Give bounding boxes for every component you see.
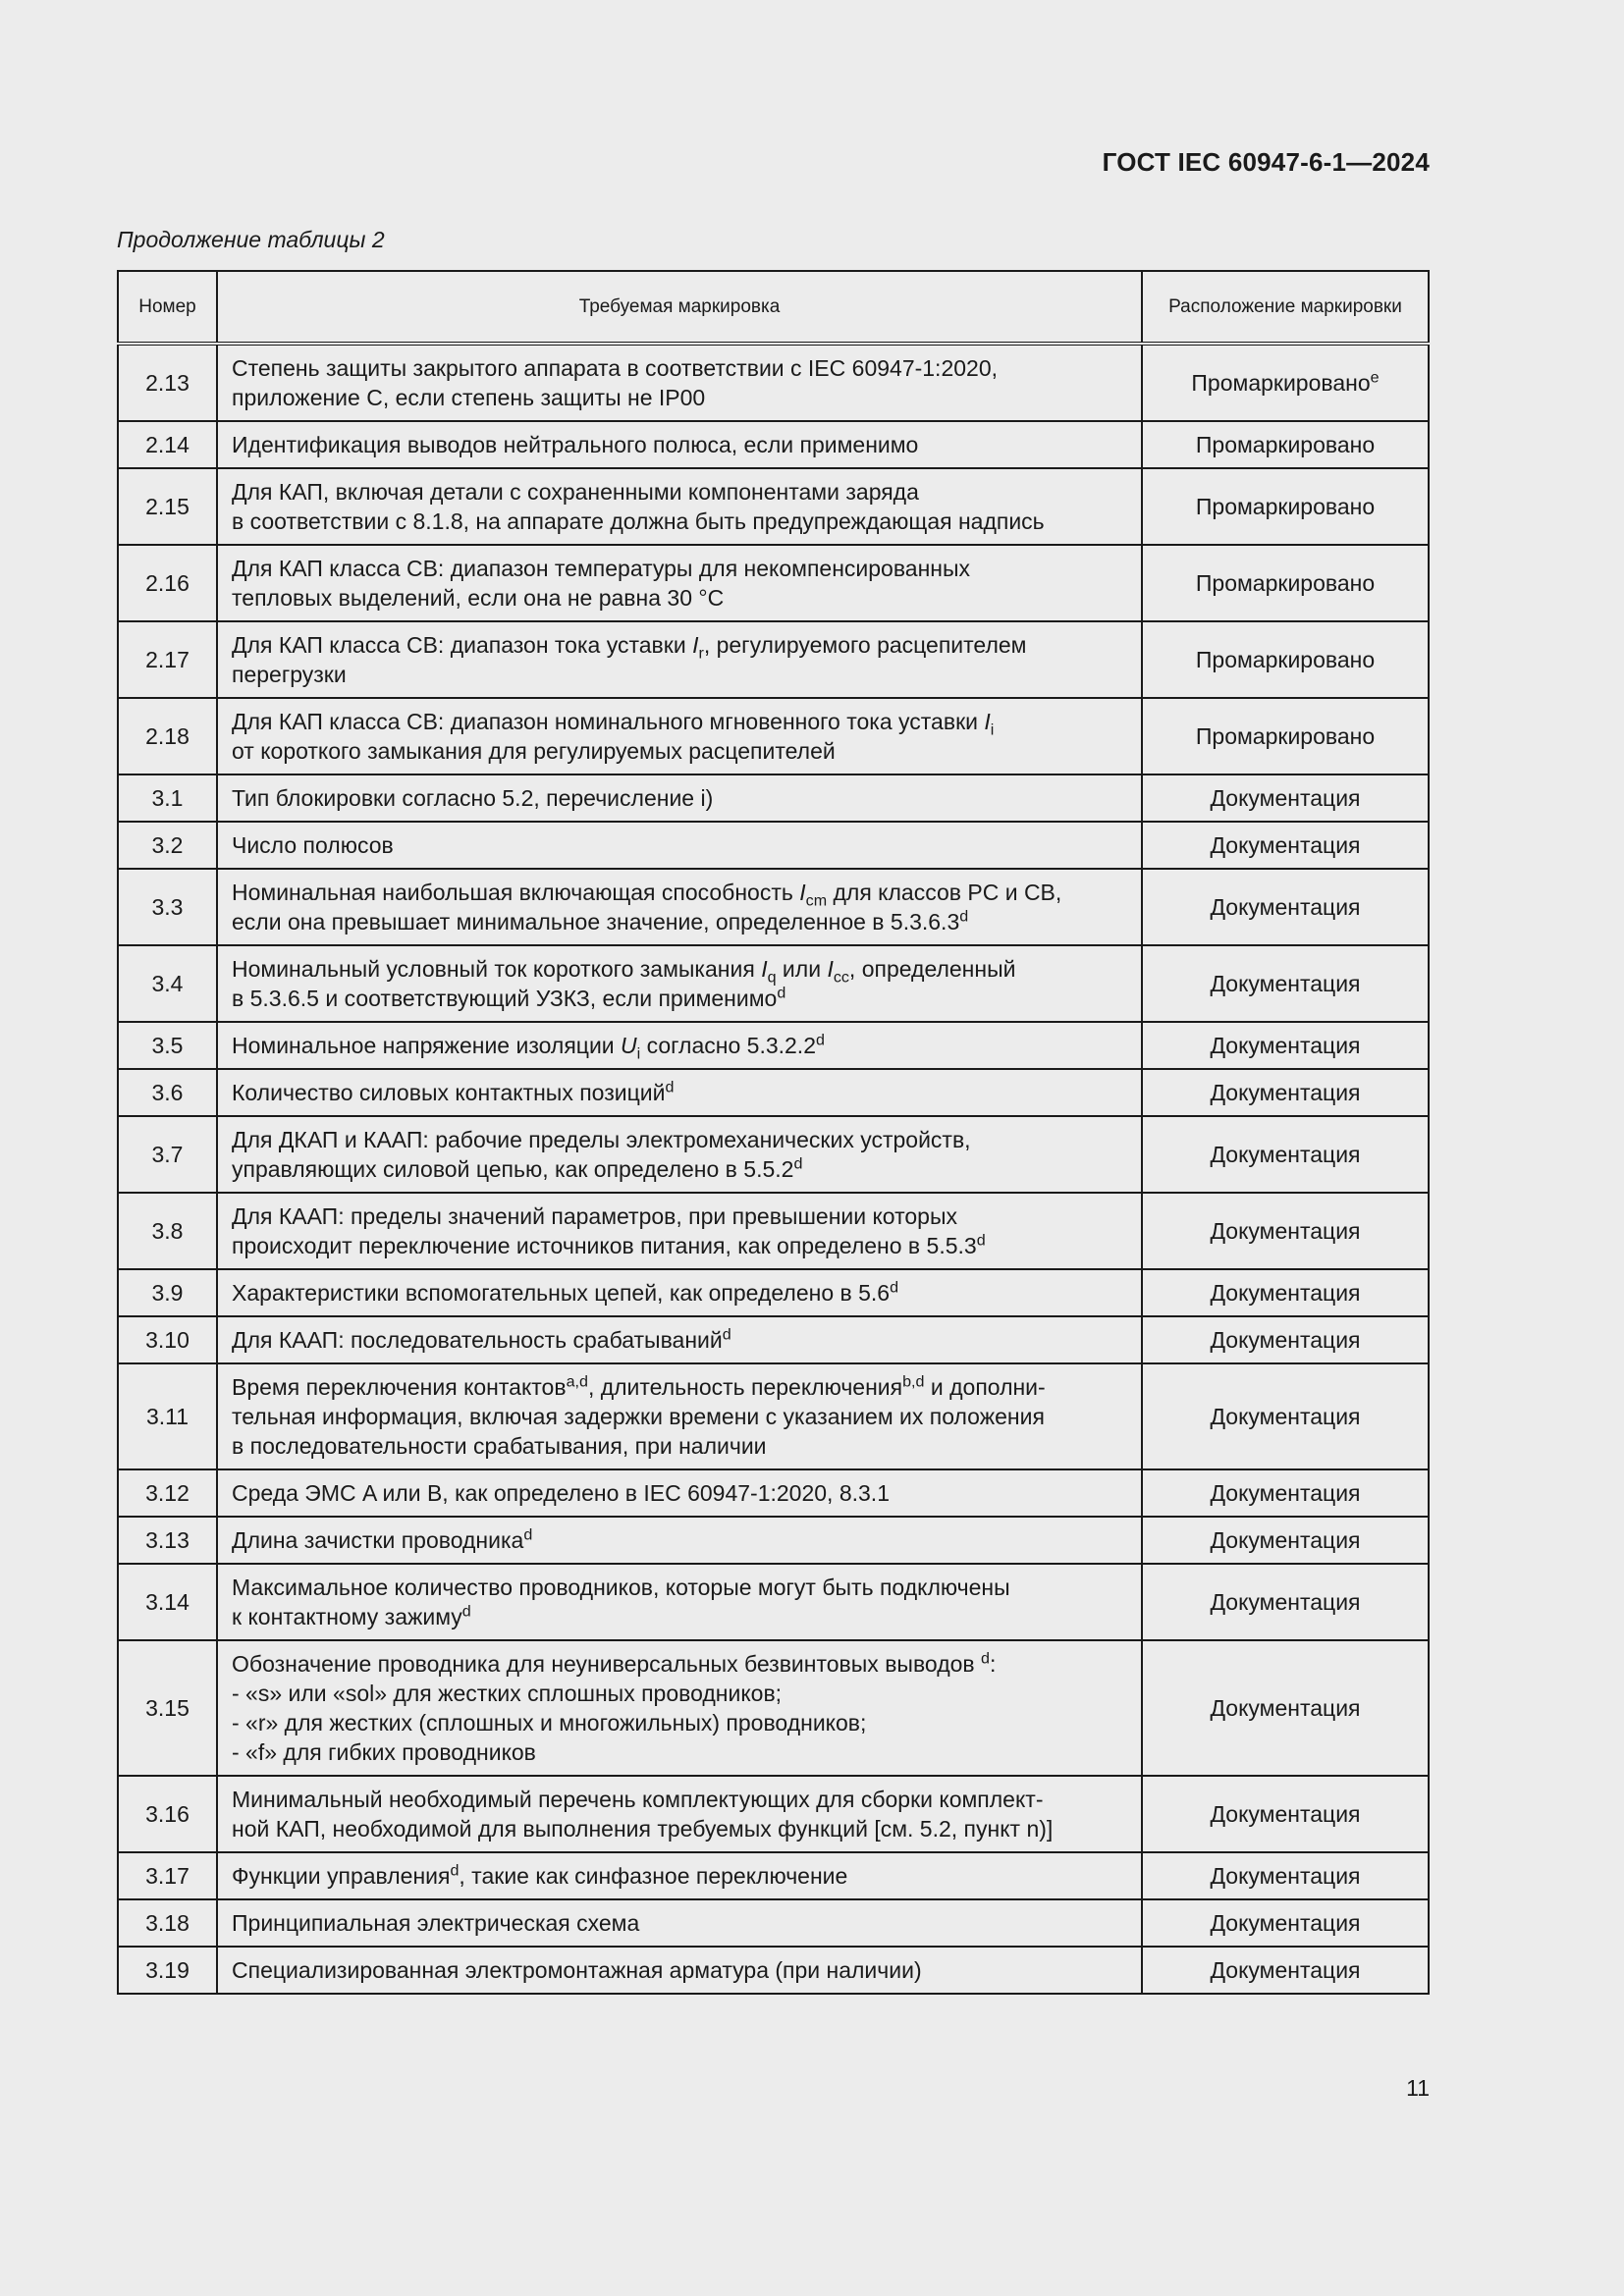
row-location: Промаркировано (1142, 698, 1429, 774)
row-marking: Для КААП: последовательность срабатываний$^d$ (217, 1316, 1142, 1363)
row-location: Промаркировано$^e$ (1142, 344, 1429, 421)
row-marking: Степень защиты закрытого аппарата в соответствии с IEC 60947-1:2020, приложение C, если степень защиты не IP00 (217, 344, 1142, 421)
row-number: 2.14 (118, 421, 217, 468)
table-row (118, 822, 1429, 869)
column-header-marking: Требуемая маркировка (217, 271, 1142, 344)
table-caption: Продолжение таблицы 2 (117, 227, 385, 252)
row-location: Документация (1142, 1363, 1429, 1469)
table-row (118, 621, 1429, 698)
row-marking: Максимальное количество проводников, которые могут быть подключены к контактному зажиму$^d$ (217, 1564, 1142, 1640)
row-number: 3.18 (118, 1899, 217, 1947)
row-marking: Тип блокировки согласно 5.2, перечисление i) (217, 774, 1142, 822)
row-number: 3.4 (118, 945, 217, 1022)
row-number: 3.8 (118, 1193, 217, 1269)
table-row (118, 1564, 1429, 1640)
row-marking: Количество силовых контактных позиций$^d$ (217, 1069, 1142, 1116)
row-marking: Длина зачистки проводника$^d$ (217, 1517, 1142, 1564)
row-number: 2.16 (118, 545, 217, 621)
page-number: 11 (1406, 2075, 1430, 2101)
row-marking: Число полюсов (217, 822, 1142, 869)
row-number: 3.2 (118, 822, 217, 869)
table-row (118, 344, 1429, 421)
row-location: Промаркировано (1142, 468, 1429, 545)
row-number: 3.12 (118, 1469, 217, 1517)
row-location: Промаркировано (1142, 421, 1429, 468)
table-row (118, 1316, 1429, 1363)
row-number: 3.5 (118, 1022, 217, 1069)
table-row (118, 1517, 1429, 1564)
table-row (118, 1269, 1429, 1316)
row-marking: Время переключения контактов$^{a,d}$, длительность переключения$^{b,d}$ и дополни- тельная информация, включая задержки времени с указанием их положения в последовательности срабатывания, при наличии (217, 1363, 1142, 1469)
table-row (118, 1947, 1429, 1994)
row-location: Промаркировано (1142, 621, 1429, 698)
row-marking: Специализированная электромонтажная арматура (при наличии) (217, 1947, 1142, 1994)
column-header-number: Номер (118, 271, 217, 344)
row-location: Документация (1142, 1469, 1429, 1517)
row-marking: Обозначение проводника для неуниверсальных безвинтовых выводов $^d$: - «s» или «sol» для жестких сплошных проводников; - «r» для жестких (сплошных и многожильных) проводников; - «f» для гибких проводников (217, 1640, 1142, 1776)
row-marking: Номинальная наибольшая включающая способность $I_{cm}$ для классов PC и CB, если она превышает минимальное значение, определенное в 5.3.6.3$^d$ (217, 869, 1142, 945)
row-marking: Для ДКАП и КААП: рабочие пределы электромеханических устройств, управляющих силовой цепью, как определено в 5.5.2$^d$ (217, 1116, 1142, 1193)
column-header-location: Расположение маркировки (1142, 271, 1429, 344)
row-number: 3.11 (118, 1363, 217, 1469)
row-marking: Идентификация выводов нейтрального полюса, если применимо (217, 421, 1142, 468)
table-row (118, 1022, 1429, 1069)
row-location: Документация (1142, 1193, 1429, 1269)
row-number: 2.18 (118, 698, 217, 774)
row-marking: Для КАП класса CB: диапазон номинального мгновенного тока уставки $I_i$ от короткого замыкания для регулируемых расцепителей (217, 698, 1142, 774)
row-location: Документация (1142, 1269, 1429, 1316)
row-marking: Номинальный условный ток короткого замыкания $I_q$ или $I_{cc}$, определенный в 5.3.6.5 и соответствующий УЗКЗ, если применимо$^d$ (217, 945, 1142, 1022)
row-location: Документация (1142, 1517, 1429, 1564)
row-marking: Для КАП класса CB: диапазон тока уставки $I_r$, регулируемого расцепителем перегрузки (217, 621, 1142, 698)
row-number: 3.3 (118, 869, 217, 945)
row-location: Документация (1142, 1852, 1429, 1899)
row-number: 2.17 (118, 621, 217, 698)
table-row (118, 1069, 1429, 1116)
table-row (118, 545, 1429, 621)
row-location: Документация (1142, 1116, 1429, 1193)
row-number: 3.14 (118, 1564, 217, 1640)
row-marking: Номинальное напряжение изоляции $U_i$ согласно 5.3.2.2$^d$ (217, 1022, 1142, 1069)
row-location: Документация (1142, 945, 1429, 1022)
row-location: Документация (1142, 774, 1429, 822)
row-location: Документация (1142, 822, 1429, 869)
table-row (118, 1469, 1429, 1517)
table-row (118, 698, 1429, 774)
row-marking: Принципиальная электрическая схема (217, 1899, 1142, 1947)
row-number: 2.13 (118, 344, 217, 421)
row-number: 3.16 (118, 1776, 217, 1852)
row-location: Документация (1142, 869, 1429, 945)
row-number: 3.9 (118, 1269, 217, 1316)
table-row (118, 1776, 1429, 1852)
row-location: Документация (1142, 1947, 1429, 1994)
row-marking: Для КААП: пределы значений параметров, при превышении которых происходит переключение источников питания, как определено в 5.5.3$^d$ (217, 1193, 1142, 1269)
row-marking: Для КАП класса CB: диапазон температуры для некомпенсированных тепловых выделений, если она не равна 30 °C (217, 545, 1142, 621)
table-row (118, 1116, 1429, 1193)
row-number: 3.7 (118, 1116, 217, 1193)
row-location: Документация (1142, 1564, 1429, 1640)
table-row (118, 1193, 1429, 1269)
table-row (118, 774, 1429, 822)
row-location: Документация (1142, 1316, 1429, 1363)
table-header-row (118, 271, 1429, 344)
row-location: Документация (1142, 1776, 1429, 1852)
marking-table (117, 270, 1430, 1995)
table-row (118, 468, 1429, 545)
row-number: 3.13 (118, 1517, 217, 1564)
row-marking: Минимальный необходимый перечень комплектующих для сборки комплект- ной КАП, необходимой для выполнения требуемых функций [см. 5.2, пункт n)] (217, 1776, 1142, 1852)
row-location: Документация (1142, 1069, 1429, 1116)
table-row (118, 1640, 1429, 1776)
table-row (118, 869, 1429, 945)
row-number: 3.19 (118, 1947, 217, 1994)
row-number: 3.1 (118, 774, 217, 822)
row-location: Документация (1142, 1640, 1429, 1776)
row-marking: Среда ЭМС A или B, как определено в IEC 60947-1:2020, 8.3.1 (217, 1469, 1142, 1517)
row-number: 3.15 (118, 1640, 217, 1776)
row-location: Документация (1142, 1022, 1429, 1069)
document-id: ГОСТ IEC 60947-6-1—2024 (1102, 147, 1430, 177)
table-row (118, 421, 1429, 468)
row-location: Промаркировано (1142, 545, 1429, 621)
table-row (118, 1852, 1429, 1899)
table-row (118, 945, 1429, 1022)
table-row (118, 1363, 1429, 1469)
row-marking: Функции управления$^d$, такие как синфазное переключение (217, 1852, 1142, 1899)
row-marking: Для КАП, включая детали с сохраненными компонентами заряда в соответствии с 8.1.8, на аппарате должна быть предупреждающая надпись (217, 468, 1142, 545)
row-location: Документация (1142, 1899, 1429, 1947)
row-number: 3.17 (118, 1852, 217, 1899)
row-number: 3.10 (118, 1316, 217, 1363)
table-row (118, 1899, 1429, 1947)
row-number: 3.6 (118, 1069, 217, 1116)
row-number: 2.15 (118, 468, 217, 545)
row-marking: Характеристики вспомогательных цепей, как определено в 5.6$^d$ (217, 1269, 1142, 1316)
